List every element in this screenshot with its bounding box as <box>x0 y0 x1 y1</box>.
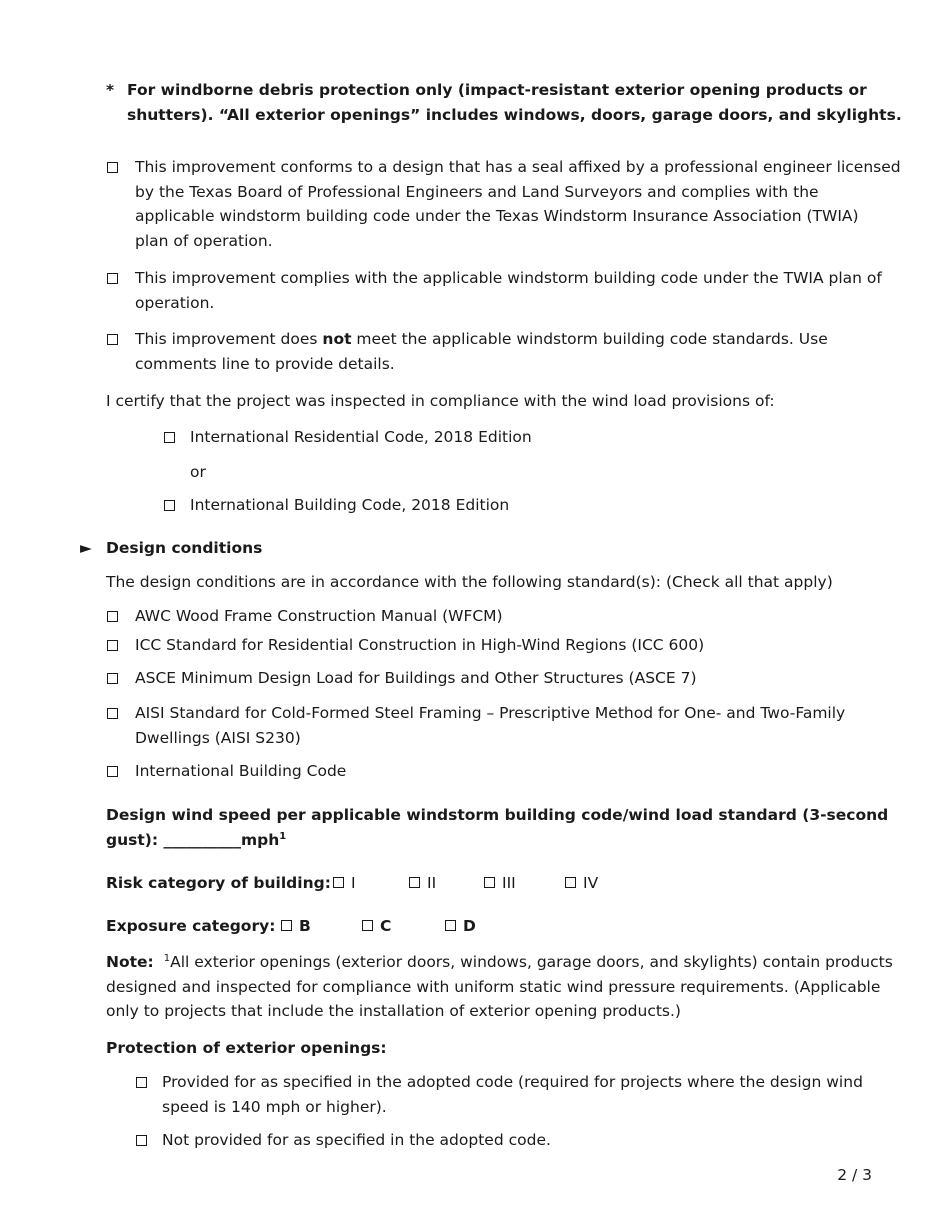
ibc-standard-label: International Building Code <box>135 762 347 780</box>
irc-label: International Residential Code, 2018 Edition <box>190 428 532 446</box>
wfcm-checkbox[interactable] <box>107 611 118 622</box>
risk-ii-checkbox[interactable] <box>409 877 420 888</box>
irc-checkbox[interactable] <box>164 432 175 443</box>
note-line-1: Note: $^1$All exterior openings (exterior doors, windows, garage doors, and skylights) contain products <box>106 953 893 971</box>
footnote-ref: 1 <box>279 831 287 842</box>
compliance-option-2-line-2: operation. <box>135 294 215 312</box>
wind-speed-field[interactable]: gust): __________mph <box>106 831 280 849</box>
icc600-label: ICC Standard for Residential Construction in High-Wind Regions (ICC 600) <box>135 636 705 654</box>
protection-provided-line-1: Provided for as specified in the adopted code (required for projects where the design wind <box>162 1073 863 1091</box>
note-line-3: only to projects that include the installation of exterior opening products.) <box>106 1002 681 1020</box>
not-emphasis: not <box>322 330 352 348</box>
exposure-d-checkbox[interactable] <box>445 920 456 931</box>
protection-heading: Protection of exterior openings: <box>106 1039 387 1057</box>
compliance-option-3-checkbox[interactable] <box>107 334 118 345</box>
aisi-label-line-1: AISI Standard for Cold-Formed Steel Framing – Prescriptive Method for One- and Two-Family <box>135 704 846 722</box>
design-conditions-heading: Design conditions <box>106 539 263 557</box>
page-number: 2 / 3 <box>837 1166 872 1184</box>
exposure-option-d[interactable]: D <box>445 914 476 939</box>
icc600-checkbox[interactable] <box>107 640 118 651</box>
protection-provided-line-2: speed is 140 mph or higher). <box>162 1098 387 1116</box>
compliance-option-1-line-4: plan of operation. <box>135 232 273 250</box>
compliance-option-1-checkbox[interactable] <box>107 162 118 173</box>
risk-category-label: Risk category of building: <box>106 874 331 892</box>
ibc-label: International Building Code, 2018 Edition <box>190 496 510 514</box>
exposure-c-checkbox[interactable] <box>362 920 373 931</box>
compliance-option-2-line-1: This improvement complies with the applicable windstorm building code under the TWIA plan of <box>135 269 882 287</box>
asterisk-marker: * <box>106 81 115 99</box>
wind-speed-line-1: Design wind speed per applicable windstorm building code/wind load standard (3-second <box>106 806 889 824</box>
exposure-option-b[interactable]: B <box>281 914 311 939</box>
arrow-bullet-icon: ► <box>80 539 92 557</box>
note-star-line-2: shutters). “All exterior openings” includes windows, doors, garage doors, and skylights. <box>127 106 902 124</box>
wind-speed-line-2 <box>106 828 286 853</box>
exposure-option-c[interactable]: C <box>362 914 391 939</box>
note-label: Note: <box>106 953 154 971</box>
aisi-label-line-2: Dwellings (AISI S230) <box>135 729 301 747</box>
risk-iv-checkbox[interactable] <box>565 877 576 888</box>
wfcm-label: AWC Wood Frame Construction Manual (WFCM) <box>135 607 503 625</box>
or-text: or <box>190 463 206 481</box>
certify-text: I certify that the project was inspected in compliance with the wind load provisions of: <box>106 392 775 410</box>
risk-option-iv[interactable]: IV <box>565 871 598 896</box>
protection-not-provided-checkbox[interactable] <box>136 1135 147 1146</box>
exposure-b-checkbox[interactable] <box>281 920 292 931</box>
protection-provided-checkbox[interactable] <box>136 1077 147 1088</box>
ibc-standard-checkbox[interactable] <box>107 766 118 777</box>
aisi-checkbox[interactable] <box>107 708 118 719</box>
compliance-option-3-line-1: This improvement does not meet the applicable windstorm building code standards. Use <box>135 330 828 348</box>
risk-option-iii[interactable]: III <box>484 871 516 896</box>
exposure-category-label: Exposure category: <box>106 917 276 935</box>
compliance-option-1-line-2: by the Texas Board of Professional Engineers and Land Surveyors and complies with the <box>135 183 819 201</box>
compliance-option-3-line-2: comments line to provide details. <box>135 355 395 373</box>
asce7-label: ASCE Minimum Design Load for Buildings and Other Structures (ASCE 7) <box>135 669 697 687</box>
risk-option-ii[interactable]: II <box>409 871 436 896</box>
note-star-line-1: For windborne debris protection only (impact-resistant exterior opening products or <box>127 81 867 99</box>
compliance-option-2-checkbox[interactable] <box>107 273 118 284</box>
asce7-checkbox[interactable] <box>107 673 118 684</box>
compliance-option-1-line-3: applicable windstorm building code under the Texas Windstorm Insurance Association (TWIA) <box>135 207 859 225</box>
design-conditions-intro: The design conditions are in accordance with the following standard(s): (Check all that apply) <box>106 573 833 591</box>
compliance-option-1-line-1: This improvement conforms to a design that has a seal affixed by a professional engineer licensed <box>135 158 901 176</box>
risk-option-i[interactable]: I <box>333 871 356 896</box>
risk-i-checkbox[interactable] <box>333 877 344 888</box>
ibc-checkbox[interactable] <box>164 500 175 511</box>
risk-iii-checkbox[interactable] <box>484 877 495 888</box>
note-line-2: designed and inspected for compliance with uniform static wind pressure requirements. (Applicable <box>106 978 881 996</box>
protection-not-provided-label: Not provided for as specified in the adopted code. <box>162 1131 551 1149</box>
